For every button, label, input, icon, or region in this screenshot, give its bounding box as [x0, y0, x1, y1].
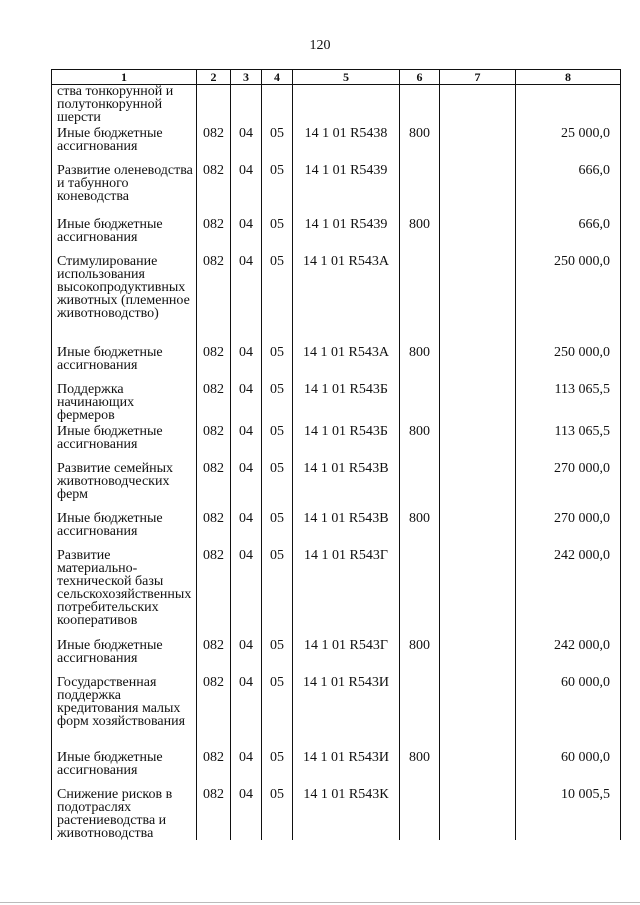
- cell-name: Развитие материально-технической базы сельскохозяйственных потребительских кооперативов: [52, 546, 197, 636]
- cell-rz: 04: [231, 343, 262, 380]
- cell-rz: 04: [231, 785, 262, 840]
- cell-gr: 082: [197, 785, 231, 840]
- cell-col7: [440, 215, 516, 252]
- cell-pr: 05: [262, 422, 293, 459]
- cell-name: Развитие семейных животноводческих ферм: [52, 459, 197, 509]
- cell-gr: 082: [197, 546, 231, 636]
- cell-pr: 05: [262, 380, 293, 422]
- cell-pr: 05: [262, 546, 293, 636]
- table-row: [52, 380, 621, 422]
- cell-col7: [440, 748, 516, 785]
- cell-amount: 60 000,0: [516, 673, 621, 748]
- cell-name: ства тонкорунной и полутонкорунной шерсти: [52, 85, 197, 125]
- cell-gr: 082: [197, 215, 231, 252]
- cell-pr: [262, 85, 293, 125]
- table-row: [52, 459, 621, 509]
- cell-name: Стимулирование использования высокопродуктивных животных (племенное животноводство): [52, 252, 197, 343]
- table-header-row: [52, 70, 621, 85]
- cell-amount: 242 000,0: [516, 546, 621, 636]
- cell-rz: 04: [231, 546, 262, 636]
- page-bottom-rule: [0, 902, 640, 903]
- cell-col7: [440, 124, 516, 161]
- cell-pr: 05: [262, 161, 293, 215]
- cell-csr: 14 1 01 R543В: [293, 509, 400, 546]
- cell-rz: [231, 85, 262, 125]
- cell-vr: 800: [400, 748, 440, 785]
- cell-name: Иные бюджетные ассигнования: [52, 509, 197, 546]
- cell-rz: 04: [231, 215, 262, 252]
- cell-gr: 082: [197, 161, 231, 215]
- cell-pr: 05: [262, 673, 293, 748]
- cell-gr: [197, 85, 231, 125]
- cell-csr: 14 1 01 R543Б: [293, 380, 400, 422]
- table-row: [52, 85, 621, 125]
- cell-gr: 082: [197, 380, 231, 422]
- cell-csr: 14 1 01 R543Г: [293, 546, 400, 636]
- table-row: [52, 748, 621, 785]
- cell-col7: [440, 343, 516, 380]
- cell-rz: 04: [231, 748, 262, 785]
- header-col-7: 7: [440, 70, 516, 85]
- cell-amount: 666,0: [516, 161, 621, 215]
- table-row: [52, 215, 621, 252]
- table-row: [52, 343, 621, 380]
- cell-gr: 082: [197, 343, 231, 380]
- cell-pr: 05: [262, 509, 293, 546]
- cell-amount: 113 065,5: [516, 380, 621, 422]
- table-row: [52, 252, 621, 343]
- table-row: [52, 673, 621, 748]
- cell-amount: 666,0: [516, 215, 621, 252]
- cell-gr: 082: [197, 636, 231, 673]
- cell-amount: 270 000,0: [516, 459, 621, 509]
- cell-vr: [400, 161, 440, 215]
- cell-csr: 14 1 01 R5439: [293, 215, 400, 252]
- cell-pr: 05: [262, 748, 293, 785]
- table-row: [52, 161, 621, 215]
- cell-gr: 082: [197, 509, 231, 546]
- table-row: [52, 124, 621, 161]
- cell-name: Иные бюджетные ассигнования: [52, 343, 197, 380]
- table-row: [52, 546, 621, 636]
- cell-pr: 05: [262, 459, 293, 509]
- cell-col7: [440, 85, 516, 125]
- cell-csr: [293, 85, 400, 125]
- cell-amount: 113 065,5: [516, 422, 621, 459]
- cell-col7: [440, 636, 516, 673]
- cell-col7: [440, 509, 516, 546]
- header-col-4: 4: [262, 70, 293, 85]
- cell-name: Государственная поддержка кредитования малых форм хозяйствования: [52, 673, 197, 748]
- header-col-1: 1: [52, 70, 197, 85]
- table-row: [52, 785, 621, 840]
- cell-vr: [400, 546, 440, 636]
- cell-pr: 05: [262, 124, 293, 161]
- cell-vr: 800: [400, 343, 440, 380]
- table-body: [52, 85, 621, 841]
- cell-amount: 25 000,0: [516, 124, 621, 161]
- cell-csr: 14 1 01 R543Г: [293, 636, 400, 673]
- cell-amount: 250 000,0: [516, 343, 621, 380]
- cell-csr: 14 1 01 R543А: [293, 252, 400, 343]
- header-col-6: 6: [400, 70, 440, 85]
- cell-csr: 14 1 01 R5438: [293, 124, 400, 161]
- cell-vr: [400, 673, 440, 748]
- cell-amount: 10 005,5: [516, 785, 621, 840]
- cell-amount: [516, 85, 621, 125]
- cell-csr: 14 1 01 R543И: [293, 748, 400, 785]
- page-number: 120: [309, 38, 331, 53]
- cell-gr: 082: [197, 748, 231, 785]
- cell-col7: [440, 673, 516, 748]
- header-col-8: 8: [516, 70, 621, 85]
- cell-pr: 05: [262, 785, 293, 840]
- cell-name: Иные бюджетные ассигнования: [52, 636, 197, 673]
- cell-name: Поддержка начинающих фермеров: [52, 380, 197, 422]
- table-row: [52, 636, 621, 673]
- cell-pr: 05: [262, 343, 293, 380]
- cell-col7: [440, 422, 516, 459]
- cell-name: Иные бюджетные ассигнования: [52, 124, 197, 161]
- cell-rz: 04: [231, 252, 262, 343]
- cell-rz: 04: [231, 673, 262, 748]
- budget-table: [51, 69, 621, 840]
- cell-rz: 04: [231, 636, 262, 673]
- cell-amount: 60 000,0: [516, 748, 621, 785]
- cell-rz: 04: [231, 124, 262, 161]
- cell-pr: 05: [262, 252, 293, 343]
- cell-vr: [400, 252, 440, 343]
- cell-col7: [440, 380, 516, 422]
- cell-csr: 14 1 01 R543Б: [293, 422, 400, 459]
- header-col-5: 5: [293, 70, 400, 85]
- cell-csr: 14 1 01 R543А: [293, 343, 400, 380]
- cell-vr: [400, 380, 440, 422]
- cell-csr: 14 1 01 R543К: [293, 785, 400, 840]
- cell-gr: 082: [197, 422, 231, 459]
- cell-col7: [440, 546, 516, 636]
- cell-vr: 800: [400, 422, 440, 459]
- cell-col7: [440, 785, 516, 840]
- cell-amount: 242 000,0: [516, 636, 621, 673]
- header-col-2: 2: [197, 70, 231, 85]
- cell-vr: 800: [400, 636, 440, 673]
- cell-name: Иные бюджетные ассигнования: [52, 215, 197, 252]
- cell-col7: [440, 459, 516, 509]
- cell-name: Развитие оленеводства и табунного коневодства: [52, 161, 197, 215]
- cell-amount: 250 000,0: [516, 252, 621, 343]
- cell-vr: [400, 459, 440, 509]
- cell-vr: 800: [400, 215, 440, 252]
- cell-vr: [400, 85, 440, 125]
- cell-vr: 800: [400, 124, 440, 161]
- cell-amount: 270 000,0: [516, 509, 621, 546]
- cell-rz: 04: [231, 459, 262, 509]
- cell-gr: 082: [197, 124, 231, 161]
- cell-col7: [440, 161, 516, 215]
- table-row: [52, 509, 621, 546]
- cell-gr: 082: [197, 673, 231, 748]
- cell-csr: 14 1 01 R543В: [293, 459, 400, 509]
- cell-name: Иные бюджетные ассигнования: [52, 748, 197, 785]
- cell-rz: 04: [231, 380, 262, 422]
- cell-vr: [400, 785, 440, 840]
- cell-name: Иные бюджетные ассигнования: [52, 422, 197, 459]
- cell-rz: 04: [231, 509, 262, 546]
- cell-col7: [440, 252, 516, 343]
- cell-csr: 14 1 01 R543И: [293, 673, 400, 748]
- cell-rz: 04: [231, 422, 262, 459]
- cell-gr: 082: [197, 459, 231, 509]
- cell-gr: 082: [197, 252, 231, 343]
- header-col-3: 3: [231, 70, 262, 85]
- cell-name: Снижение рисков в подотраслях растениеводства и животноводства: [52, 785, 197, 840]
- table-row: [52, 422, 621, 459]
- cell-vr: 800: [400, 509, 440, 546]
- cell-pr: 05: [262, 636, 293, 673]
- cell-rz: 04: [231, 161, 262, 215]
- cell-csr: 14 1 01 R5439: [293, 161, 400, 215]
- cell-pr: 05: [262, 215, 293, 252]
